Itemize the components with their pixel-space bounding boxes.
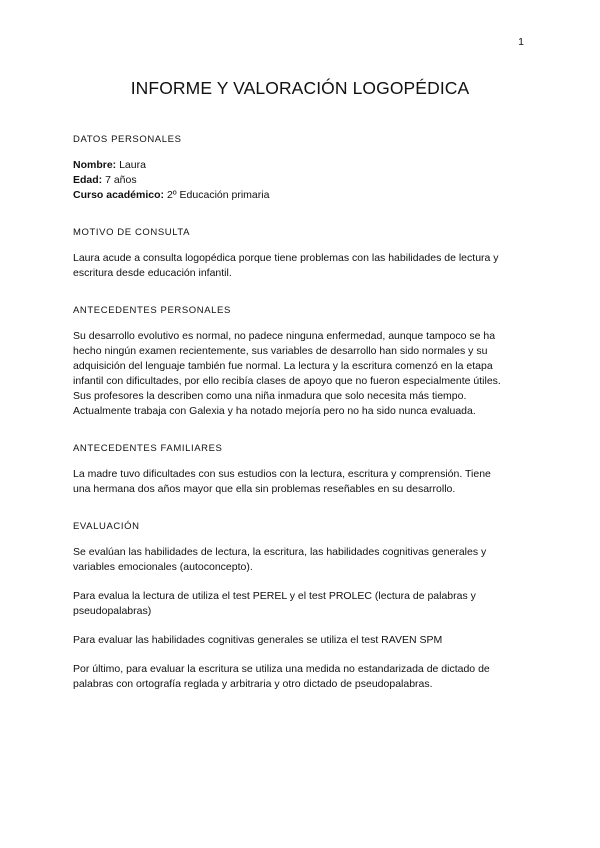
paragraph-motivo — [73, 251, 533, 281]
paragraph-evaluacion-4 — [73, 662, 533, 692]
text-line: Para evalua la lectura de utiliza el test PEREL y el test PROLEC (lectura de palabras y — [73, 590, 476, 602]
field-edad — [73, 173, 533, 188]
section-heading-datos-personales: DATOS PERSONALES — [73, 134, 182, 145]
field-nombre — [73, 158, 533, 173]
field-curso — [73, 188, 533, 203]
section-heading-antecedentes-personales: ANTECEDENTES PERSONALES — [73, 305, 231, 316]
field-label-curso: Curso académico: — [73, 189, 165, 201]
text-line: adquisición del lenguaje también fue normal. La lectura y la escritura comenzó en la etapa — [73, 360, 493, 372]
field-label-nombre: Nombre: — [73, 159, 117, 171]
text-line: variables emocionales (autoconcepto). — [73, 561, 253, 573]
section-antecedentes-personales — [73, 304, 533, 419]
section-heading-antecedentes-familiares: ANTECEDENTES FAMILIARES — [73, 443, 223, 454]
text-line: hecho ningún examen recientemente, sus variables de desarrollo han sido normales y su — [73, 345, 488, 357]
paragraph-antecedentes-familiares — [73, 467, 533, 497]
section-heading-motivo: MOTIVO DE CONSULTA — [73, 227, 191, 238]
text-line: palabras con ortografía reglada y arbitraria y otro dictado de pseudopalabras. — [73, 678, 433, 690]
text-line: Por último, para evaluar la escritura se utiliza una medida no estandarizada de dictado de — [73, 663, 490, 675]
text-line: infantil con dificultades, por ello recibía clases de apoyo que no fueron especialmente útiles. — [73, 375, 501, 387]
field-value-curso: 2º Educación primaria — [164, 189, 270, 201]
document-title: INFORME Y VALORACIÓN LOGOPÉDICA — [130, 78, 470, 98]
section-evaluacion — [73, 520, 533, 692]
section-datos-personales — [73, 133, 533, 203]
paragraph-antecedentes-personales — [73, 329, 533, 419]
text-line: Para evaluar las habilidades cognitivas generales se utiliza el test RAVEN SPM — [73, 634, 443, 646]
field-value-nombre: Laura — [116, 159, 146, 171]
section-heading-evaluacion: EVALUACIÓN — [73, 521, 140, 532]
field-label-edad: Edad: — [73, 174, 103, 186]
text-line: Actualmente trabaja con Galexia y ha notado mejoría pero no ha sido nunca evaluada. — [73, 405, 476, 417]
text-line: escritura desde educación infantil. — [73, 267, 232, 279]
paragraph-evaluacion-3 — [73, 633, 533, 648]
text-line: Su desarrollo evolutivo es normal, no padece ninguna enfermedad, aunque tampoco se ha — [73, 330, 496, 342]
page-number: 1 — [518, 36, 524, 48]
text-line: Sus profesores la describen como una niña inmadura que solo necesita más tiempo. — [73, 390, 467, 402]
paragraph-evaluacion-1 — [73, 545, 533, 575]
document-body — [73, 133, 533, 692]
field-value-edad: 7 años — [102, 174, 137, 186]
section-motivo-consulta — [73, 226, 533, 281]
text-line: pseudopalabras) — [73, 605, 152, 617]
text-line: una hermana dos años mayor que ella sin problemas reseñables en su desarrollo. — [73, 483, 456, 495]
text-line: Se evalúan las habilidades de lectura, la escritura, las habilidades cognitivas generales y — [73, 546, 487, 558]
paragraph-evaluacion-2 — [73, 589, 533, 619]
text-line: Laura acude a consulta logopédica porque tiene problemas con las habilidades de lectura y — [73, 252, 499, 264]
section-antecedentes-familiares — [73, 442, 533, 497]
text-line: La madre tuvo dificultades con sus estudios con la lectura, escritura y comprensión. Tiene — [73, 468, 491, 480]
